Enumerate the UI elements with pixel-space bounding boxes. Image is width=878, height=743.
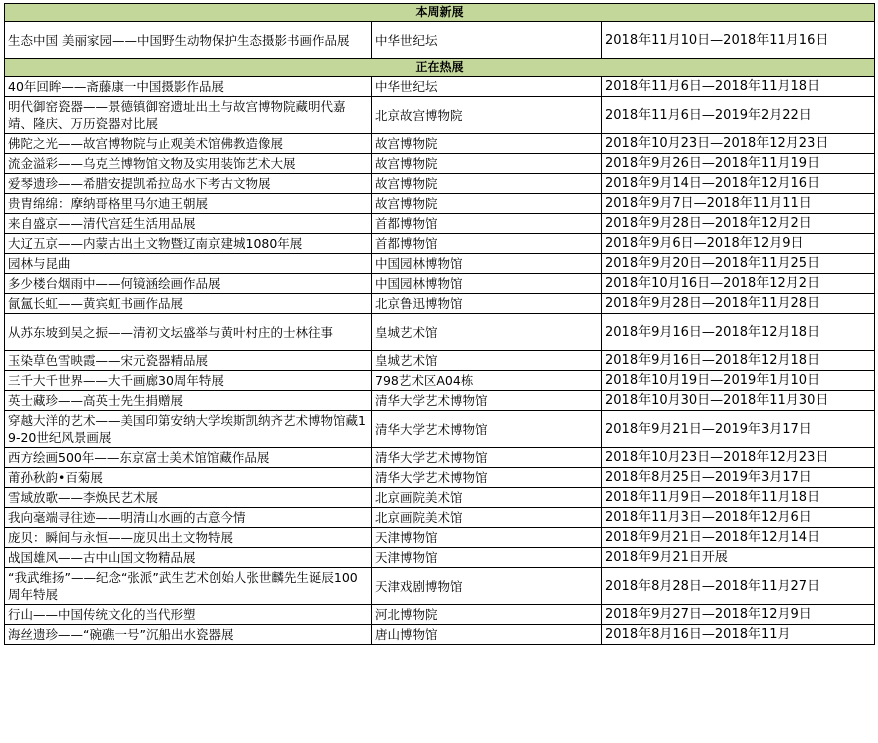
venue-cell: 北京鲁迅博物馆 (372, 294, 602, 314)
venue-cell: 首都博物馆 (372, 214, 602, 234)
dates-cell: 2018年10月30日—2018年11月30日 (602, 391, 875, 411)
dates-cell: 2018年10月19日—2019年1月10日 (602, 371, 875, 391)
dates-cell: 2018年9月21日开展 (602, 548, 875, 568)
exhibition-name-cell: 生态中国 美丽家园——中国野生动物保护生态摄影书画作品展 (5, 22, 372, 59)
table-row (5, 254, 875, 274)
venue-cell: 故宫博物院 (372, 194, 602, 214)
exhibition-name-cell: 行山——中国传统文化的当代形塑 (5, 605, 372, 625)
exhibition-name-cell: 贵胄绵绵：摩纳哥格里马尔迪王朝展 (5, 194, 372, 214)
venue-cell: 河北博物院 (372, 605, 602, 625)
venue-cell: 北京画院美术馆 (372, 488, 602, 508)
venue-cell: 清华大学艺术博物馆 (372, 391, 602, 411)
venue-cell: 中国园林博物馆 (372, 254, 602, 274)
exhibition-name-cell: 英士藏珍——高英士先生捐赠展 (5, 391, 372, 411)
table-row (5, 488, 875, 508)
venue-cell: 皇城艺术馆 (372, 314, 602, 351)
venue-cell: 清华大学艺术博物馆 (372, 411, 602, 448)
venue-cell: 北京画院美术馆 (372, 508, 602, 528)
table-row (5, 194, 875, 214)
section-header (5, 4, 875, 22)
dates-cell: 2018年11月10日—2018年11月16日 (602, 22, 875, 59)
dates-cell: 2018年9月16日—2018年12月18日 (602, 314, 875, 351)
table-row (5, 528, 875, 548)
table-row (5, 468, 875, 488)
dates-cell: 2018年11月3日—2018年12月6日 (602, 508, 875, 528)
dates-cell: 2018年10月16日—2018年12月2日 (602, 274, 875, 294)
exhibition-name-cell: 流金溢彩——乌克兰博物馆文物及实用装饰艺术大展 (5, 154, 372, 174)
dates-cell: 2018年9月20日—2018年11月25日 (602, 254, 875, 274)
dates-cell: 2018年9月7日—2018年11月11日 (602, 194, 875, 214)
exhibition-name-cell: 爱琴遗珍——希腊安提凯希拉岛水下考古文物展 (5, 174, 372, 194)
table-row (5, 134, 875, 154)
dates-cell: 2018年8月28日—2018年11月27日 (602, 568, 875, 605)
dates-cell: 2018年9月28日—2018年12月2日 (602, 214, 875, 234)
exhibition-name-cell: 战国雄风——古中山国文物精品展 (5, 548, 372, 568)
section-title: 正在热展 (5, 59, 875, 77)
exhibition-name-cell: 莆孙秋韵•百菊展 (5, 468, 372, 488)
venue-cell: 故宫博物院 (372, 134, 602, 154)
exhibition-name-cell: 大辽五京——内蒙古出土文物暨辽南京建城1080年展 (5, 234, 372, 254)
venue-cell: 天津博物馆 (372, 548, 602, 568)
table-row (5, 274, 875, 294)
table-row (5, 568, 875, 605)
dates-cell: 2018年10月23日—2018年12月23日 (602, 448, 875, 468)
table-row (5, 605, 875, 625)
table-row (5, 411, 875, 448)
dates-cell: 2018年11月6日—2019年2月22日 (602, 97, 875, 134)
table-row (5, 351, 875, 371)
venue-cell: 清华大学艺术博物馆 (372, 448, 602, 468)
table-row (5, 548, 875, 568)
table-row (5, 625, 875, 645)
dates-cell: 2018年11月9日—2018年11月18日 (602, 488, 875, 508)
exhibition-name-cell: 玉染草色雪映霞——宋元瓷器精品展 (5, 351, 372, 371)
exhibition-name-cell: 我向毫端寻往迹——明清山水画的古意今情 (5, 508, 372, 528)
venue-cell: 北京故宫博物院 (372, 97, 602, 134)
dates-cell: 2018年11月6日—2018年11月18日 (602, 77, 875, 97)
table-row (5, 448, 875, 468)
venue-cell: 故宫博物院 (372, 174, 602, 194)
venue-cell: 皇城艺术馆 (372, 351, 602, 371)
venue-cell: 清华大学艺术博物馆 (372, 468, 602, 488)
section-title: 本周新展 (5, 4, 875, 22)
table-row (5, 294, 875, 314)
venue-cell: 中华世纪坛 (372, 22, 602, 59)
table-row (5, 371, 875, 391)
table-row (5, 174, 875, 194)
exhibition-name-cell: 佛陀之光——故宫博物院与止观美术馆佛教造像展 (5, 134, 372, 154)
table-row (5, 314, 875, 351)
venue-cell: 798艺术区A04栋 (372, 371, 602, 391)
exhibition-name-cell: 从苏东坡到吴之振——清初文坛盛举与黄叶村庄的士林往事 (5, 314, 372, 351)
table-row (5, 22, 875, 59)
dates-cell: 2018年9月6日—2018年12月9日 (602, 234, 875, 254)
dates-cell: 2018年9月16日—2018年12月18日 (602, 351, 875, 371)
dates-cell: 2018年9月28日—2018年11月28日 (602, 294, 875, 314)
exhibition-name-cell: 三千大千世界——大千画廊30周年特展 (5, 371, 372, 391)
table-row (5, 77, 875, 97)
exhibition-name-cell: 来自盛京——清代宫廷生活用品展 (5, 214, 372, 234)
dates-cell: 2018年8月16日—2018年11月 (602, 625, 875, 645)
table-row (5, 234, 875, 254)
venue-cell: 故宫博物院 (372, 154, 602, 174)
venue-cell: 中国园林博物馆 (372, 274, 602, 294)
table-row (5, 508, 875, 528)
dates-cell: 2018年8月25日—2019年3月17日 (602, 468, 875, 488)
dates-cell: 2018年10月23日—2018年12月23日 (602, 134, 875, 154)
dates-cell: 2018年9月26日—2018年11月19日 (602, 154, 875, 174)
exhibition-name-cell: “我武维扬”——纪念“张派”武生艺术创始人张世麟先生诞辰100周年特展 (5, 568, 372, 605)
table-row (5, 214, 875, 234)
dates-cell: 2018年9月27日—2018年12月9日 (602, 605, 875, 625)
venue-cell: 中华世纪坛 (372, 77, 602, 97)
venue-cell: 首都博物馆 (372, 234, 602, 254)
exhibition-name-cell: 明代御窑瓷器——景德镇御窑遗址出土与故宫博物院藏明代嘉靖、隆庆、万历瓷器对比展 (5, 97, 372, 134)
venue-cell: 天津博物馆 (372, 528, 602, 548)
exhibition-name-cell: 园林与昆曲 (5, 254, 372, 274)
exhibition-table (4, 3, 875, 645)
venue-cell: 天津戏剧博物馆 (372, 568, 602, 605)
dates-cell: 2018年9月21日—2018年12月14日 (602, 528, 875, 548)
dates-cell: 2018年9月14日—2018年12月16日 (602, 174, 875, 194)
table-row (5, 391, 875, 411)
exhibition-name-cell: 40年回眸——斋藤康一中国摄影作品展 (5, 77, 372, 97)
exhibition-name-cell: 海丝遗珍——“碗礁一号”沉船出水瓷器展 (5, 625, 372, 645)
table-row (5, 154, 875, 174)
exhibition-name-cell: 穿越大洋的艺术——美国印第安纳大学埃斯凯纳齐艺术博物馆藏19-20世纪风景画展 (5, 411, 372, 448)
exhibition-name-cell: 庞贝：瞬间与永恒——庞贝出土文物特展 (5, 528, 372, 548)
exhibition-name-cell: 氤氲长虹——黄宾虹书画作品展 (5, 294, 372, 314)
table-row (5, 97, 875, 134)
exhibition-name-cell: 多少楼台烟雨中——何镜涵绘画作品展 (5, 274, 372, 294)
section-header (5, 59, 875, 77)
dates-cell: 2018年9月21日—2019年3月17日 (602, 411, 875, 448)
venue-cell: 唐山博物馆 (372, 625, 602, 645)
exhibition-name-cell: 雪域放歌——李焕民艺术展 (5, 488, 372, 508)
exhibition-name-cell: 西方绘画500年——东京富士美术馆馆藏作品展 (5, 448, 372, 468)
